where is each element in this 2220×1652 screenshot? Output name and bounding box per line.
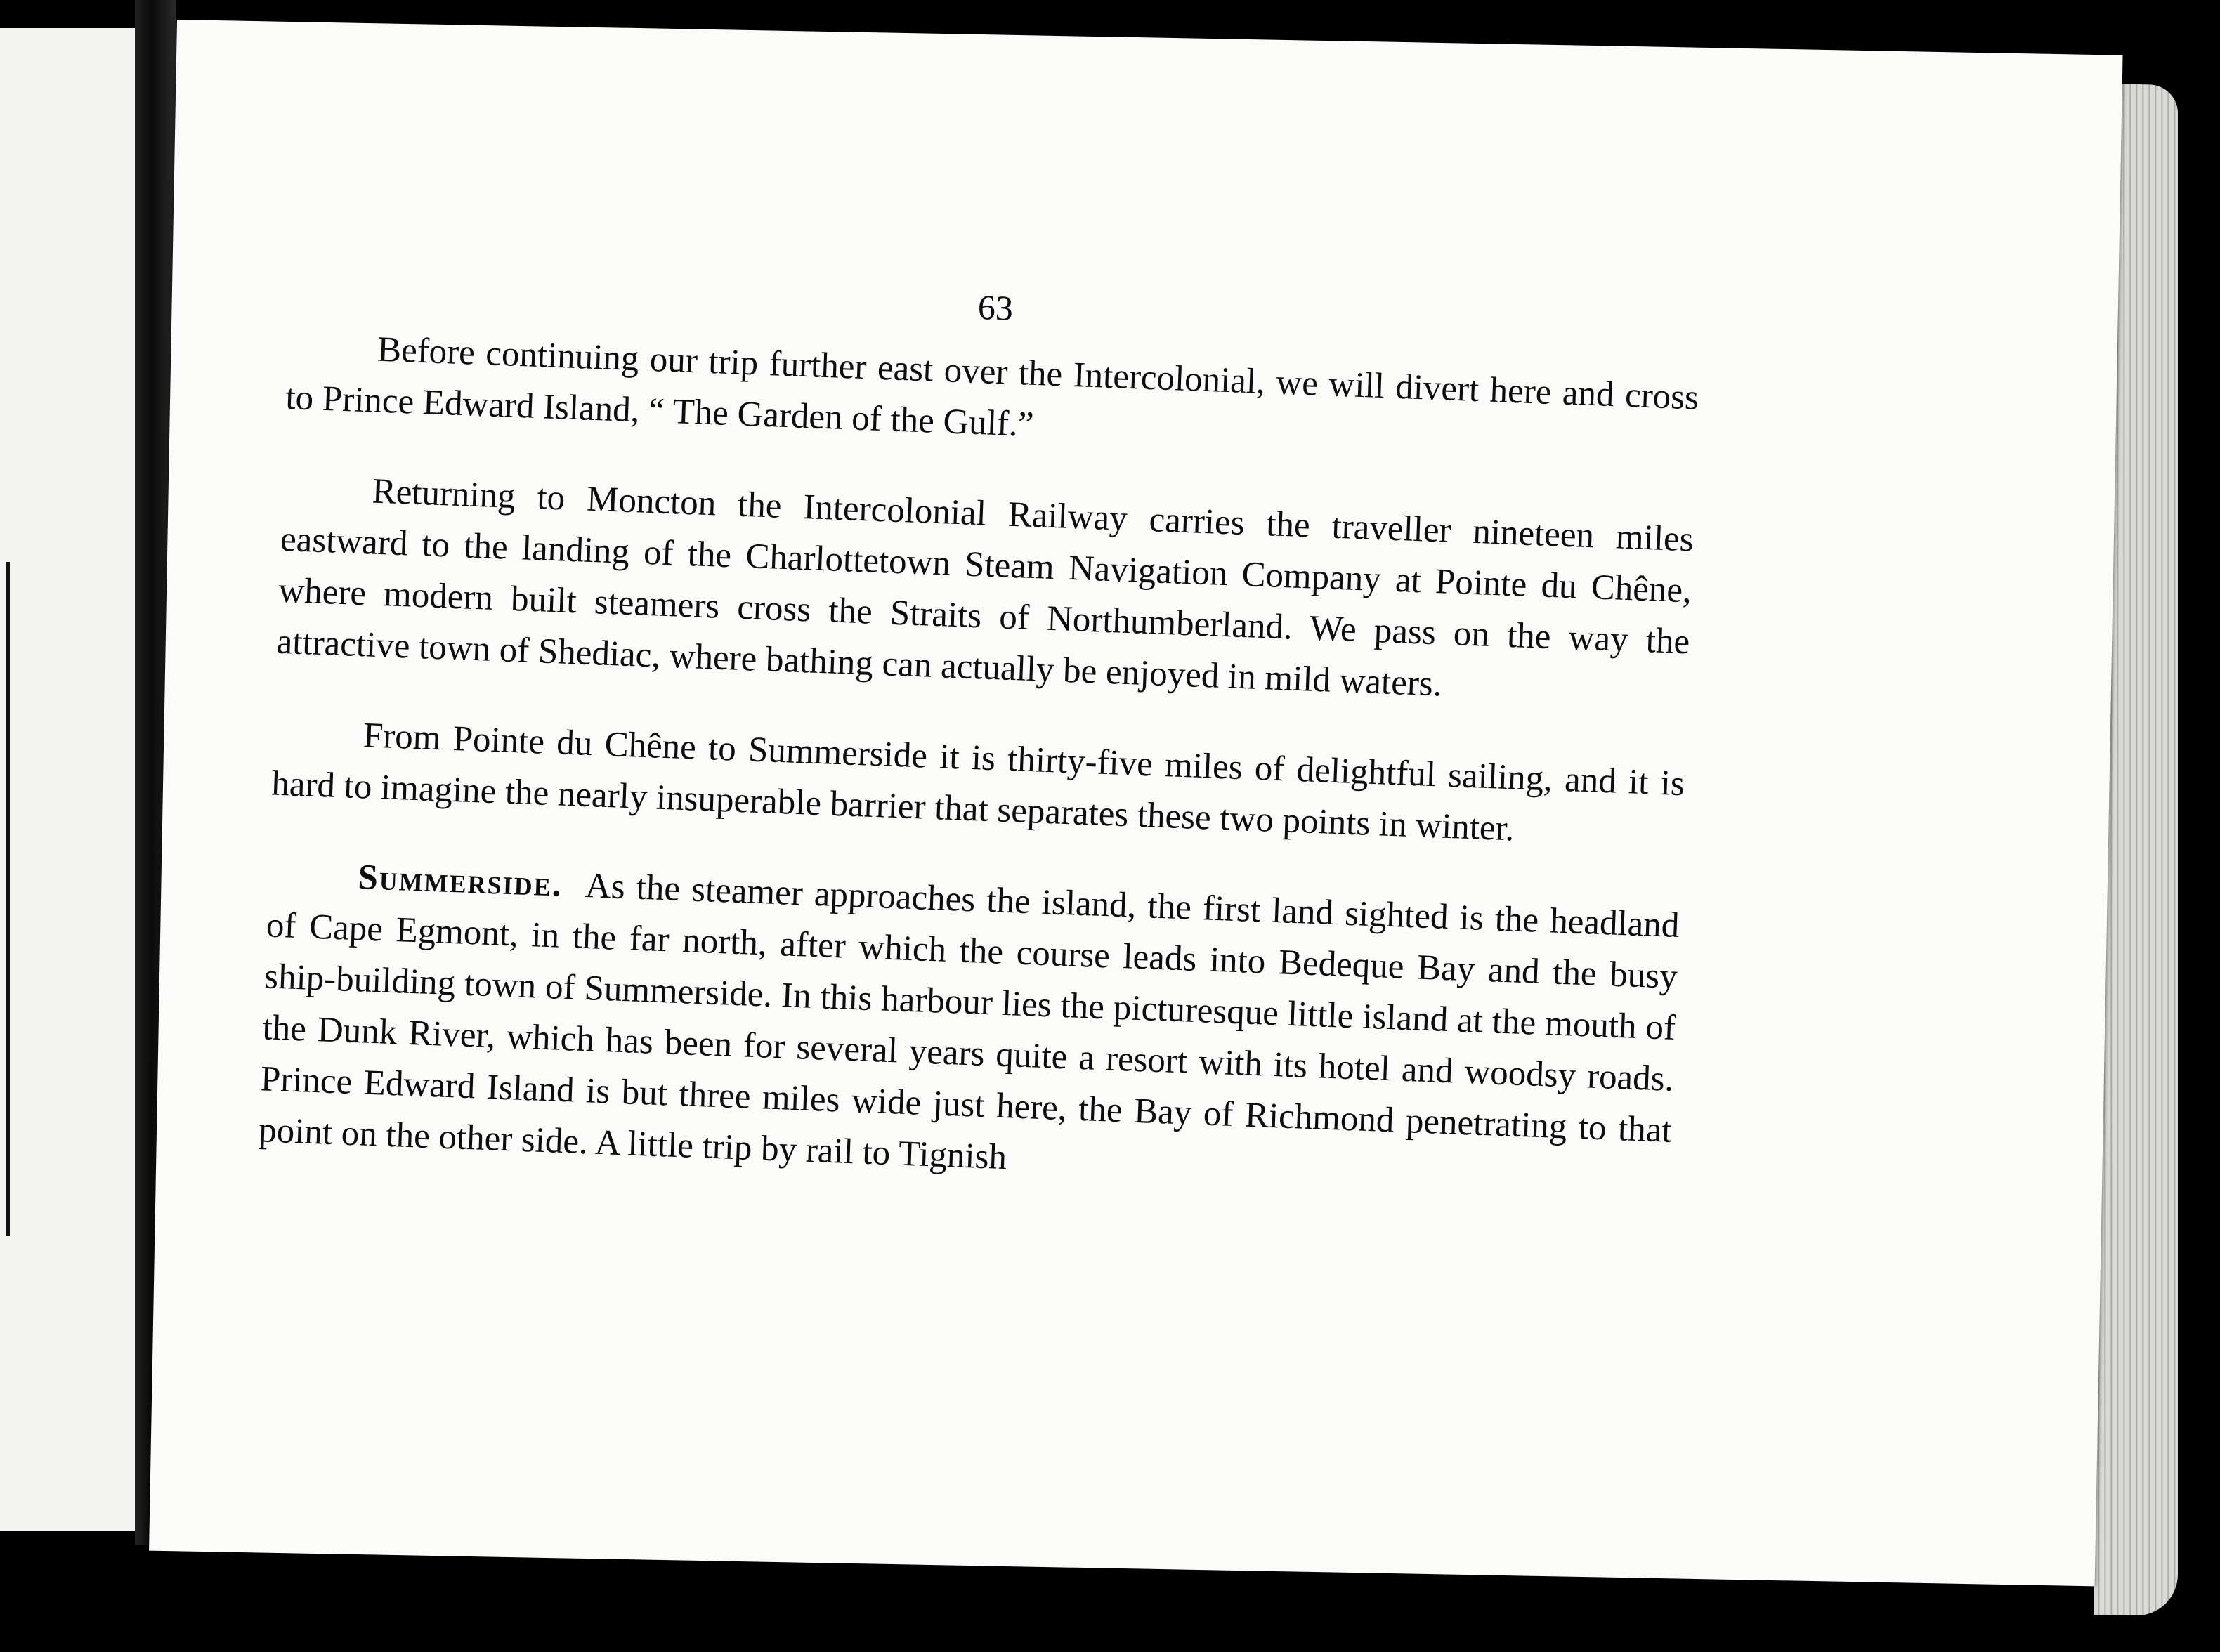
previous-page-edge <box>0 28 141 1531</box>
page-number: 63 <box>977 287 1014 328</box>
previous-page-border-rule <box>6 562 10 1236</box>
paragraph-text: From Pointe du Chêne to Summerside it is thirty-five miles of delightful sailing, and it is hard to imagine the nearly insuperable barrier that separates these two points in winter. <box>270 716 1685 849</box>
paragraph-moncton <box>275 463 1694 719</box>
paragraph-text: Before continuing our trip further east over the Intercolonial, we will divert here and cross to Prince Edward Island, “ The Garden of the Gulf.” <box>285 329 1699 445</box>
page-text-block <box>256 261 1702 1247</box>
book-page <box>149 20 2122 1586</box>
paragraph-pointe-du-chene <box>270 707 1685 862</box>
section-heading-summerside: Summerside. <box>357 858 563 905</box>
paragraph-text: As the steamer approaches the island, the first land sighted is the headland of Cape Egmont, in the far north, after which the course leads into Bedeque Bay and the busy ship-building town of Summerside. In this harbour lies the picturesque little island at the mouth of the Dunk River, which has been for several years quite a resort with its hotel and woodsy roads. Prince Edward Island is but three miles wide just here, the Bay of Richmond penetrating to that point on the other side. A little trip by rail to Tignish <box>258 866 1680 1178</box>
paragraph-summerside <box>258 848 1680 1207</box>
paragraph-text: Returning to Moncton the Intercolonial Railway carries the traveller nineteen miles eastward to the landing of the Charlottetown Steam Navigation Company at Pointe du Chêne, where modern built steamers cross the Straits of Northumberland. We pass on the way the attractive town of Shediac, where bathing can actually be enjoyed in mild waters. <box>275 471 1695 704</box>
